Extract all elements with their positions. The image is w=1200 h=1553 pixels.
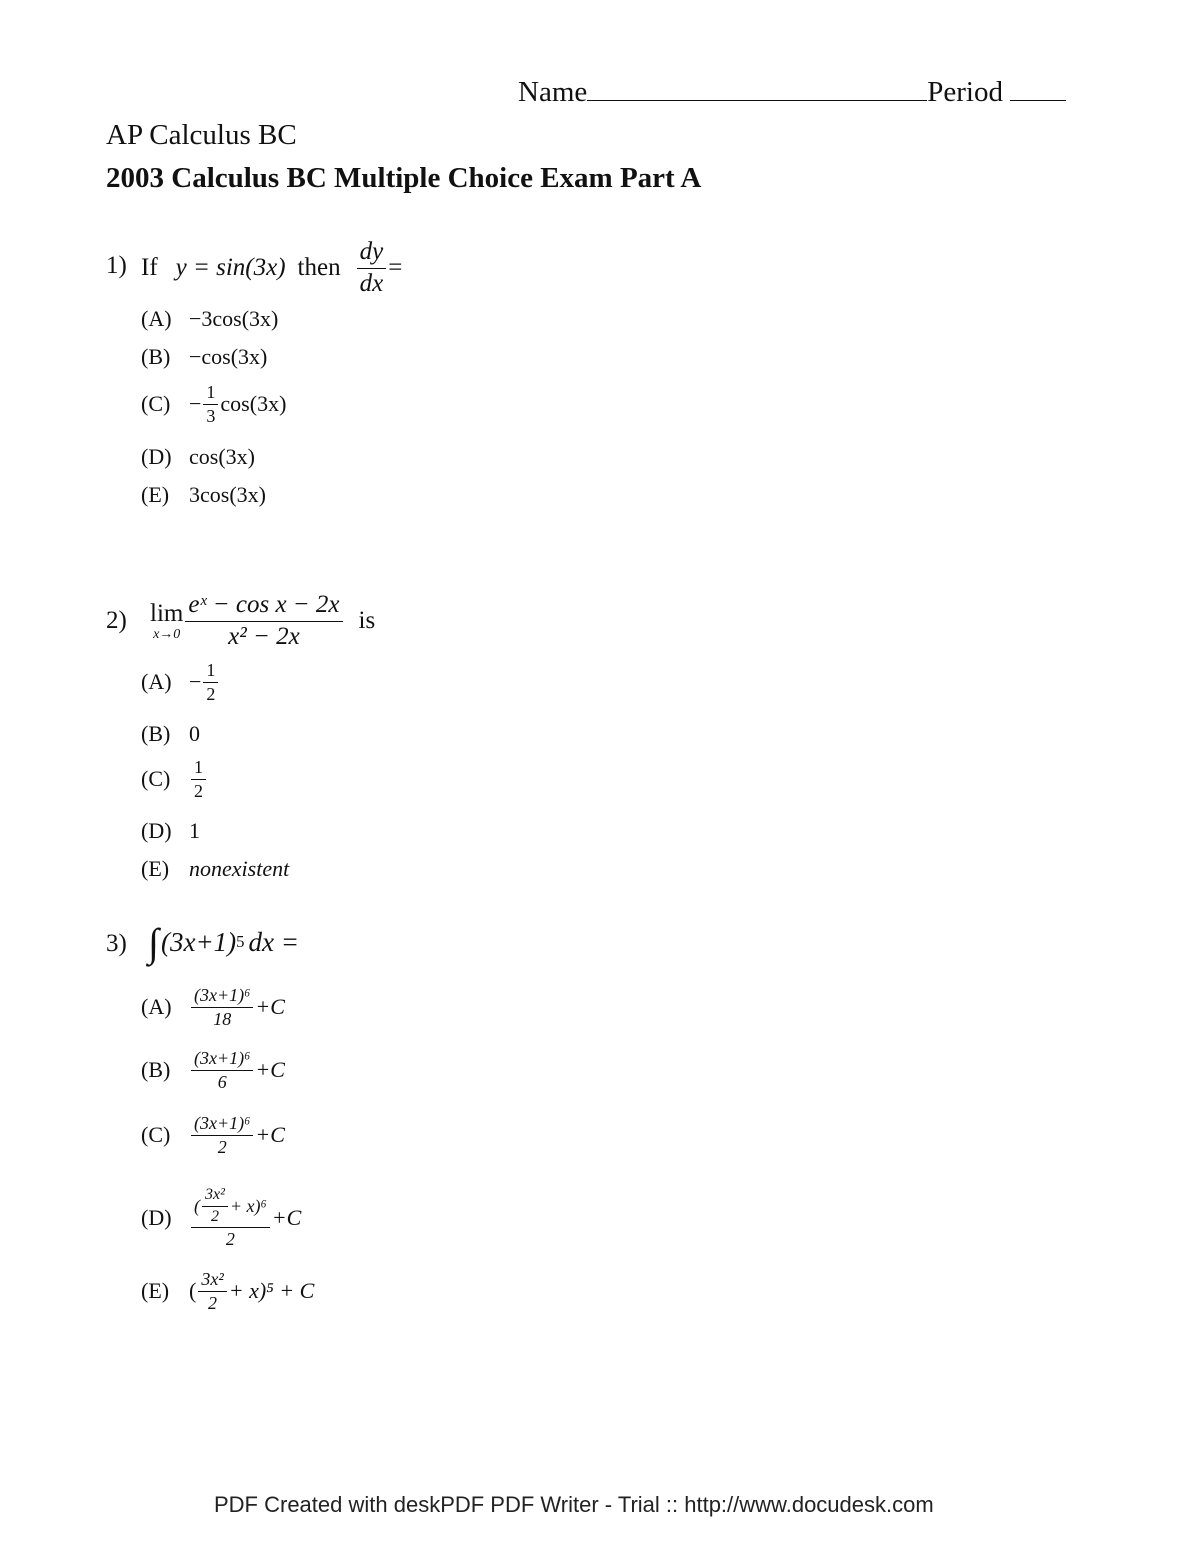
fraction-numerator: 1 [203, 661, 218, 683]
q1-equals: = [388, 254, 403, 281]
option-label: (E) [141, 482, 170, 507]
option-fraction [191, 1114, 253, 1157]
fraction-denominator: 2 [225, 1229, 235, 1250]
q3-option-b [141, 1041, 285, 1099]
fraction-numerator: 1 [191, 758, 206, 780]
option-label: (D) [141, 444, 172, 469]
q1-option-c [141, 378, 286, 430]
q2-numerator: eˣ − cos x − 2x [185, 592, 342, 621]
fraction-numerator: (3x+1)⁶ [191, 1114, 253, 1136]
option-label: (A) [141, 306, 172, 331]
q3-base: (3x+1) [160, 926, 237, 957]
option-label: (B) [141, 1057, 171, 1082]
fraction-denominator: 6 [217, 1071, 227, 1092]
q2-is: is [358, 607, 376, 634]
q2-fraction [185, 592, 342, 650]
question-3-number: 3) [106, 930, 127, 957]
q1-equation: y = sin(3x) [175, 254, 286, 281]
option-text: cos(3x) [189, 444, 255, 469]
option-text: nonexistent [189, 856, 290, 881]
fraction-numerator: 1 [203, 383, 218, 405]
option-pre: ( [189, 1278, 197, 1303]
fraction-denominator: 3 [206, 405, 216, 426]
option-rest: +C [255, 1122, 285, 1147]
question-3-prompt [148, 916, 299, 968]
question-1-prompt [141, 236, 402, 300]
name-label: Name [518, 76, 588, 108]
fraction-numerator: (3x+1)⁶ [191, 986, 253, 1008]
option-label: (A) [141, 669, 172, 694]
fraction-denominator: 2 [208, 1292, 218, 1313]
q2-option-e [141, 856, 289, 882]
q1-option-d [141, 444, 255, 470]
inner-close: + x)⁶ [229, 1195, 267, 1216]
q3-option-c [141, 1106, 285, 1164]
option-fraction [203, 661, 218, 704]
option-label: (D) [141, 818, 172, 843]
integral-sign: ∫ [148, 919, 159, 965]
q2-lim-word: lim [150, 599, 184, 627]
q2-option-b [141, 721, 200, 747]
option-rest: +C [255, 1057, 285, 1082]
option-fraction [191, 986, 253, 1029]
option-label: (D) [141, 1205, 172, 1230]
q3-option-a [141, 978, 285, 1036]
option-label: (C) [141, 766, 171, 791]
fraction-denominator: 18 [213, 1008, 232, 1029]
question-1-number: 1) [106, 252, 127, 279]
q2-lim-sub: x→0 [153, 626, 181, 642]
exam-title: 2003 Calculus BC Multiple Choice Exam Part A [106, 162, 702, 194]
option-label: (E) [141, 1278, 170, 1303]
pdf-watermark-footer: PDF Created with deskPDF PDF Writer - Trial :: http://www.docudesk.com [214, 1492, 934, 1517]
q2-option-a [141, 656, 220, 708]
option-label: (B) [141, 721, 171, 746]
q2-limit [150, 601, 183, 642]
q3-option-d [141, 1172, 301, 1264]
q2-denominator: x² − 2x [228, 622, 300, 650]
q1-option-b [141, 344, 267, 370]
option-fraction [191, 1049, 253, 1092]
q1-derivative [357, 239, 387, 297]
name-blank [587, 100, 927, 101]
question-2-number: 2) [106, 607, 127, 634]
inner-denominator: 2 [210, 1207, 219, 1225]
inner-open: ( [194, 1195, 200, 1216]
q3-exponent: 5 [236, 932, 245, 951]
name-period-line [518, 76, 1066, 109]
option-fraction [203, 383, 218, 426]
q2-option-c [141, 753, 208, 805]
option-label: (B) [141, 344, 171, 369]
option-text: 3cos(3x) [189, 482, 266, 507]
option-rest: + x)⁵ + C [228, 1278, 315, 1303]
option-fraction [198, 1270, 226, 1313]
option-rest: +C [271, 1205, 302, 1230]
fraction-numerator: 3x² [198, 1270, 226, 1292]
inner-fraction [202, 1187, 228, 1226]
course-title: AP Calculus BC [106, 119, 297, 151]
option-label: (A) [141, 994, 172, 1019]
option-fraction [191, 1187, 270, 1249]
fraction-numerator [191, 1187, 270, 1229]
option-text: 1 [189, 818, 200, 843]
option-sign: − [189, 391, 202, 416]
fraction-numerator: (3x+1)⁶ [191, 1049, 253, 1071]
option-label: (E) [141, 856, 170, 881]
period-blank [1010, 100, 1066, 101]
q2-option-d [141, 818, 200, 844]
option-label: (C) [141, 391, 171, 416]
option-text: 0 [189, 721, 200, 746]
q1-option-e [141, 482, 266, 508]
option-sign: − [189, 669, 202, 694]
option-rest: cos(3x) [220, 391, 287, 416]
q1-dy: dy [357, 239, 387, 268]
option-text: −3cos(3x) [189, 306, 279, 331]
period-label: Period [927, 76, 1003, 108]
inner-numerator: 3x² [202, 1187, 228, 1207]
fraction-denominator: 2 [217, 1136, 227, 1157]
q1-if: If [141, 254, 158, 281]
q1-option-a [141, 306, 278, 332]
fraction-denominator: 2 [206, 683, 216, 704]
q3-dx: dx = [248, 926, 299, 957]
option-rest: +C [255, 994, 285, 1019]
option-fraction [191, 758, 206, 801]
option-text: −cos(3x) [189, 344, 268, 369]
q3-option-e [141, 1262, 314, 1320]
option-label: (C) [141, 1122, 171, 1147]
q1-dx: dx [359, 269, 384, 297]
fraction-denominator: 2 [194, 780, 203, 801]
q1-then: then [297, 254, 341, 281]
question-2-prompt [150, 590, 375, 652]
